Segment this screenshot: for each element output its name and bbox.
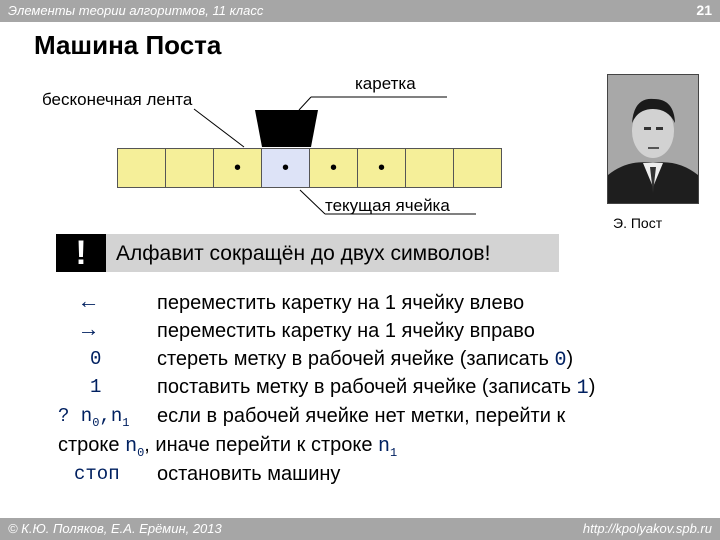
tape-cell [165,148,214,188]
command-code: 1 [90,376,102,398]
portrait-photo [607,74,699,204]
photo-caption: Э. Пост [613,215,663,231]
command-description: остановить машину [157,463,341,485]
footer-bar [0,518,720,540]
tape-label: бесконечная лента [42,90,193,109]
command-description: если в рабочей ячейке нет метки, перейти к [157,405,566,427]
stop-command: стоп [74,463,120,485]
tape-cell [453,148,502,188]
current-cell-label: текущая ячейка [325,196,450,215]
alert-text: Алфавит сокращён до двух символов! [116,242,491,265]
command-description: переместить каретку на 1 ячейку влево [157,292,525,314]
jump-description-continued: строке $n_0$, иначе перейти к строке $n_1$ [58,434,398,460]
current-tape-cell: • [261,148,310,188]
tape-cell: • [357,148,406,188]
jump-command: ? $n_0,n_1$ [58,405,130,430]
tape-cell: • [213,148,262,188]
exclamation-icon: ! [56,234,106,272]
right-arrow-icon: → [82,318,96,343]
tape-cell [405,148,454,188]
carriage-icon [255,110,318,147]
course-title: Элементы теории алгоритмов, 11 класс [8,3,264,18]
tape-cell [117,148,166,188]
command-description: стереть метку в рабочей ячейке (записать 0) [157,348,574,372]
alert-banner [56,234,559,272]
tape-cell: • [309,148,358,188]
command-code: 0 [90,348,102,370]
command-description: переместить каретку на 1 ячейку вправо [157,320,535,342]
infinite-tape [118,148,502,188]
footer-url[interactable]: http://kpolyakov.spb.ru [582,521,712,536]
left-arrow-icon: ← [82,290,96,315]
command-description: поставить метку в рабочей ячейке (записать 1) [157,376,596,400]
footer-authors: © К.Ю. Поляков, Е.А. Ерёмин, 2013 [8,521,222,536]
carriage-label: каретка [355,74,416,93]
page-title: Машина Поста [34,30,222,60]
slide-number: 21 [696,2,712,18]
